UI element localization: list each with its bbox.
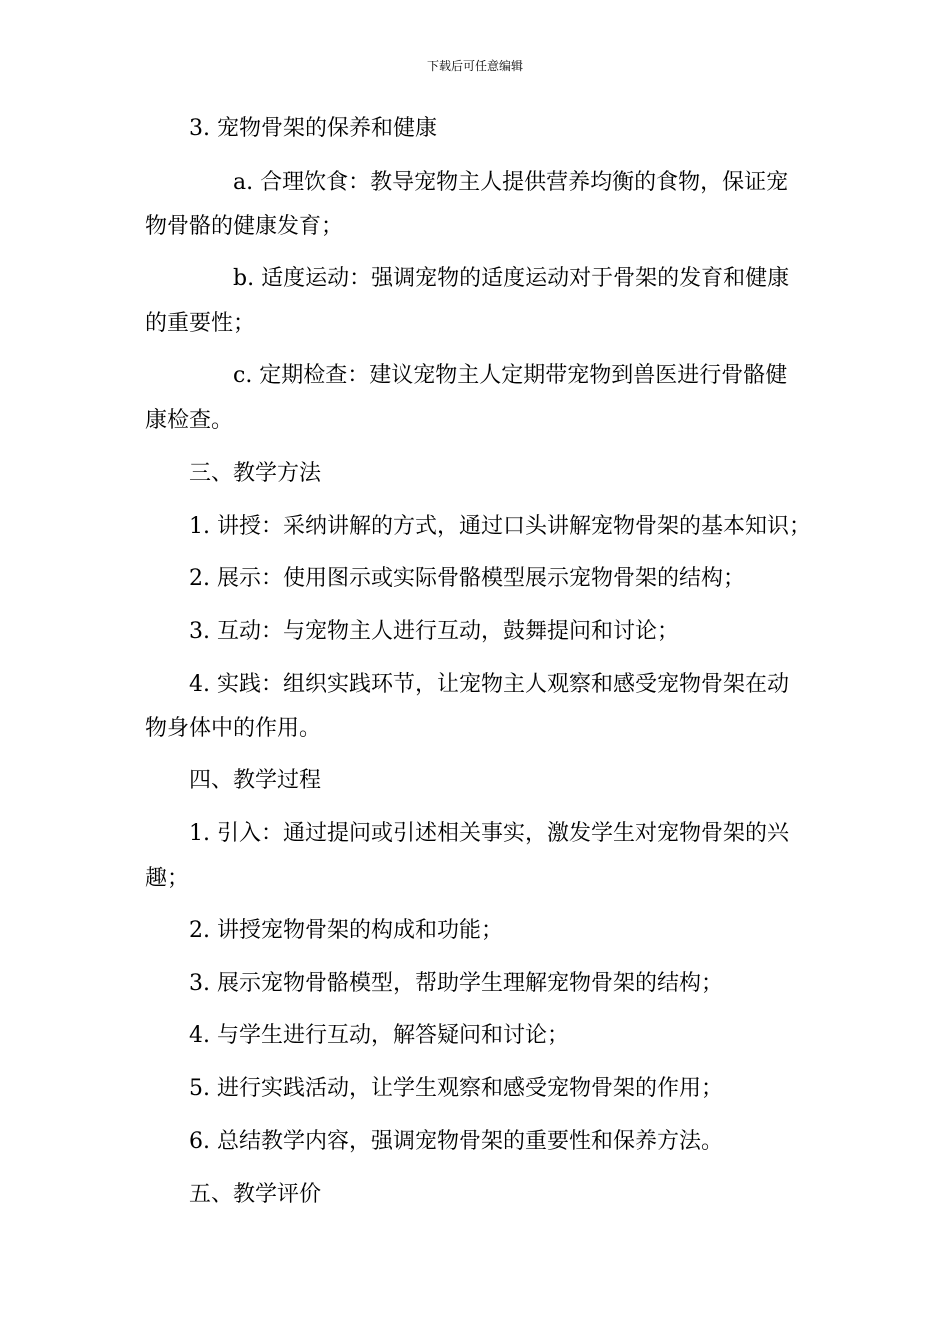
section-3-heading: 3. 宠物骨架的保养和健康 bbox=[189, 116, 437, 141]
item-b-line-2: 的重要性； bbox=[145, 311, 256, 336]
process-4: 4. 与学生进行互动，解答疑问和讨论； bbox=[189, 1023, 569, 1048]
method-4-line-1: 4. 实践：组织实践环节，让宠物主人观察和感受宠物骨架在动 bbox=[189, 672, 789, 697]
process-6: 6. 总结教学内容，强调宠物骨架的重要性和保养方法。 bbox=[189, 1129, 723, 1154]
process-3: 3. 展示宠物骨骼模型，帮助学生理解宠物骨架的结构； bbox=[189, 971, 723, 996]
method-4-line-2: 物身体中的作用。 bbox=[145, 716, 322, 741]
item-b-line-1: b. 适度运动：强调宠物的适度运动对于骨架的发育和健康 bbox=[233, 266, 790, 291]
section-five-heading: 五、教学评价 bbox=[189, 1182, 322, 1207]
section-three-heading: 三、教学方法 bbox=[189, 461, 322, 486]
item-a-line-1: a. 合理饮食：教导宠物主人提供营养均衡的食物，保证宠 bbox=[233, 170, 789, 195]
header-note: 下载后可任意编辑 bbox=[426, 59, 523, 73]
process-1-line-1: 1. 引入：通过提问或引述相关事实，激发学生对宠物骨架的兴 bbox=[189, 821, 789, 846]
method-3: 3. 互动：与宠物主人进行互动，鼓舞提问和讨论； bbox=[189, 619, 679, 644]
item-a-line-2: 物骨骼的健康发育； bbox=[145, 214, 344, 239]
method-2: 2. 展示：使用图示或实际骨骼模型展示宠物骨架的结构； bbox=[189, 566, 745, 591]
item-c-line-2: 康检查。 bbox=[145, 408, 234, 433]
item-c-line-1: c. 定期检查：建议宠物主人定期带宠物到兽医进行骨骼健 bbox=[233, 363, 788, 388]
process-2: 2. 讲授宠物骨架的构成和功能； bbox=[189, 918, 503, 943]
method-1: 1. 讲授：采纳讲解的方式，通过口头讲解宠物骨架的基本知识； bbox=[189, 514, 811, 539]
section-four-heading: 四、教学过程 bbox=[189, 768, 322, 793]
process-5: 5. 进行实践活动，让学生观察和感受宠物骨架的作用； bbox=[189, 1076, 723, 1101]
process-1-line-2: 趣； bbox=[145, 866, 190, 891]
